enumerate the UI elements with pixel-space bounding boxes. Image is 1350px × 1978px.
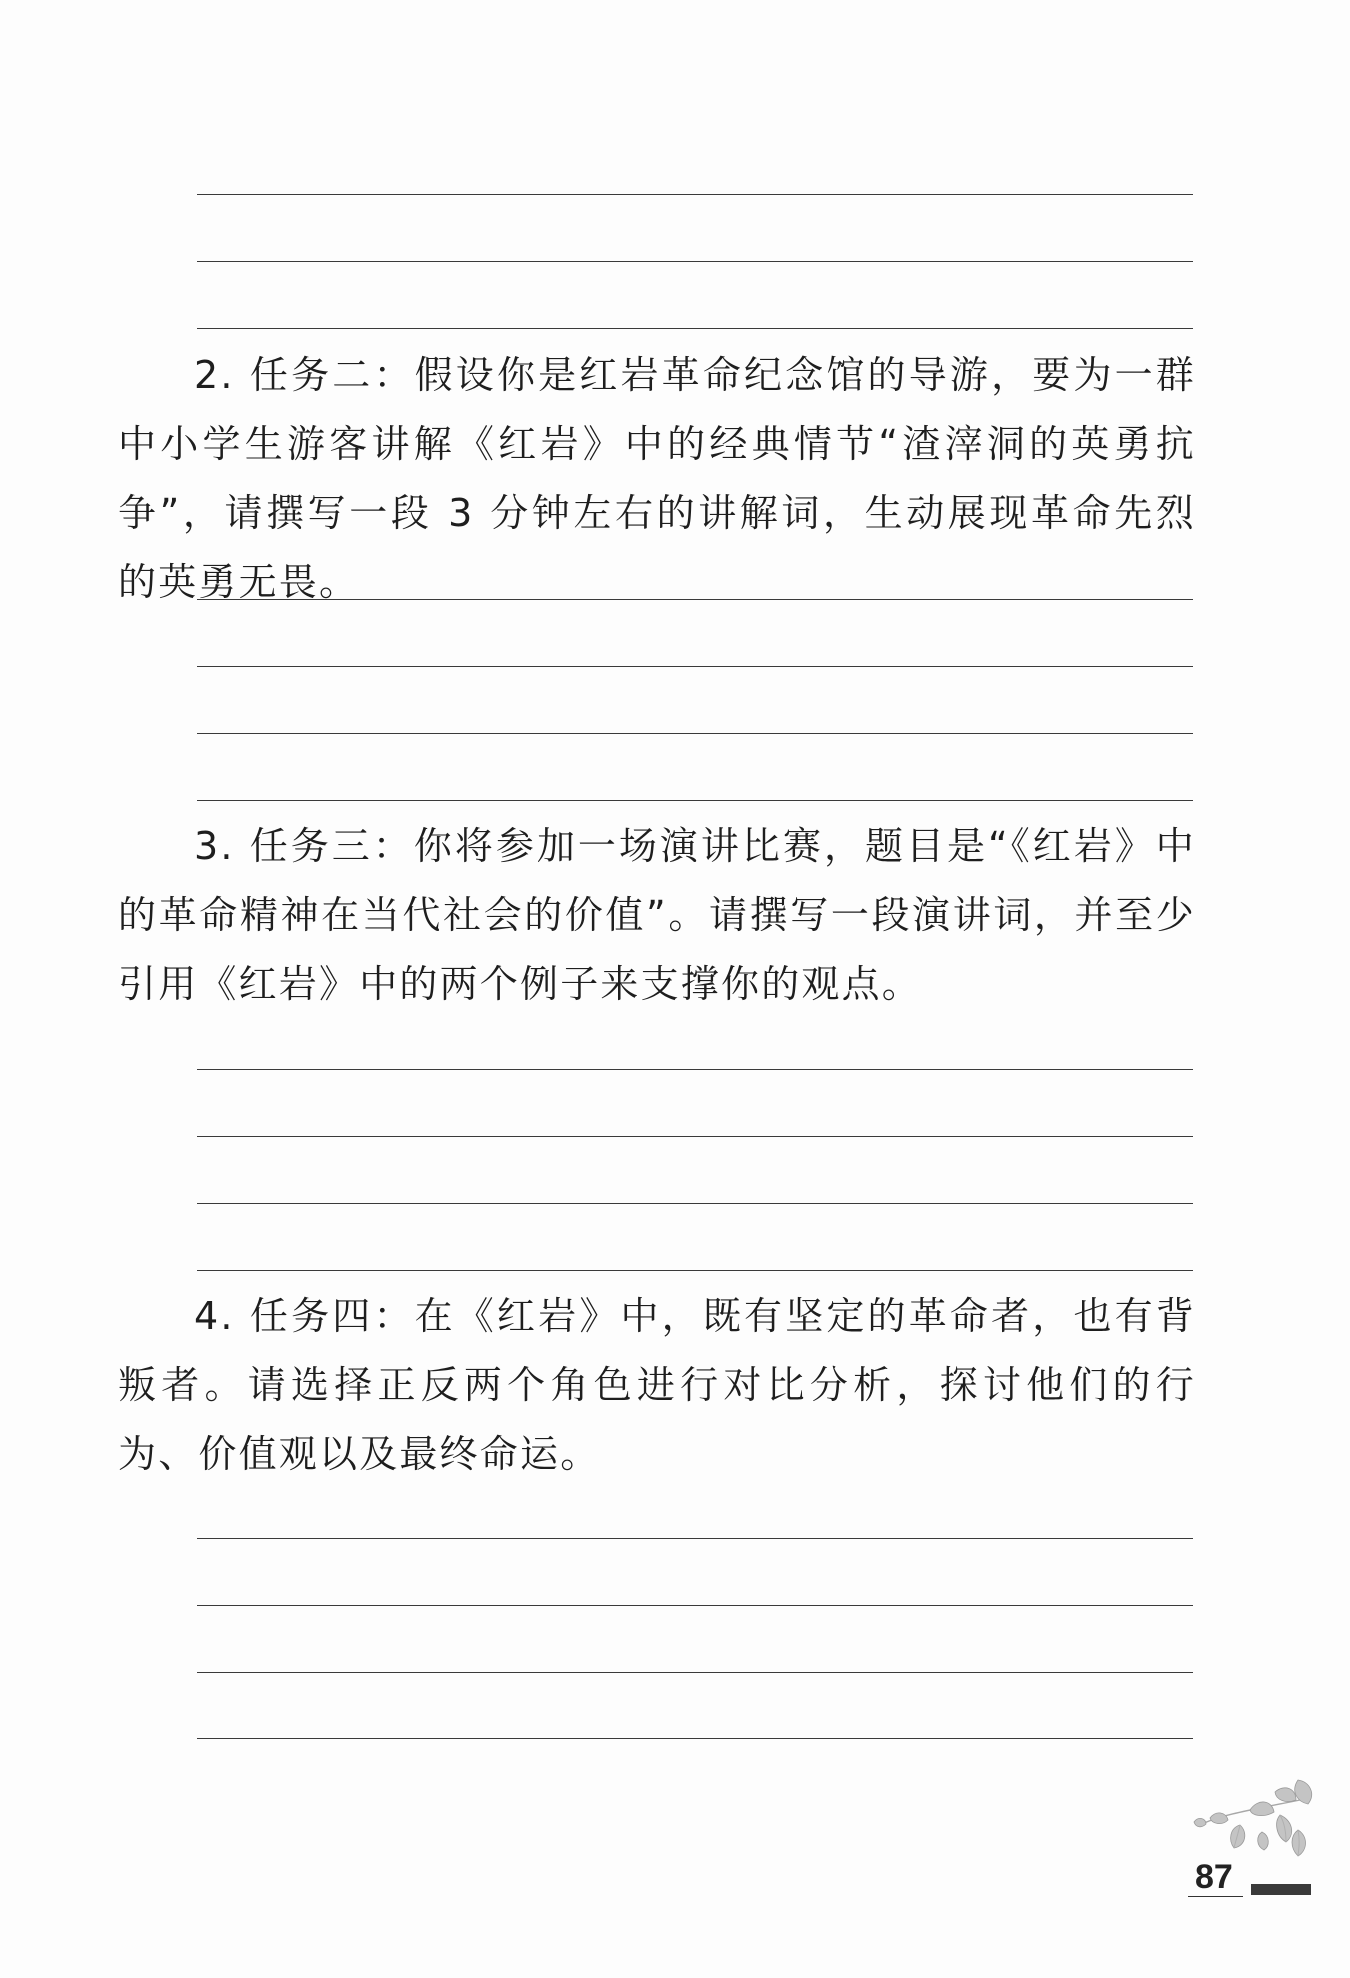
task-3-prompt: 3. 任务三：你将参加一场演讲比赛，题目是“《红岩》中的革命精神在当代社会的价值”。请撰写一段演讲词，并至少引用《红岩》中的两个例子来支撑你的观点。: [118, 824, 1196, 1006]
answer-line[interactable]: [197, 1672, 1193, 1673]
page-number-underline: [1188, 1896, 1243, 1897]
task-4-prompt: 4. 任务四：在《红岩》中，既有坚定的革命者，也有背叛者。请选择正反两个角色进行对比分析，探讨他们的行为、价值观以及最终命运。: [118, 1294, 1196, 1476]
answer-line[interactable]: [197, 1538, 1193, 1539]
answer-line[interactable]: [197, 1069, 1193, 1070]
task-2-prompt: 2. 任务二：假设你是红岩革命纪念馆的导游，要为一群中小学生游客讲解《红岩》中的经典情节“渣滓洞的英勇抗争”，请撰写一段 3 分钟左右的讲解词，生动展现革命先烈的英勇无畏。: [118, 353, 1196, 604]
leaf-branch-icon: [1180, 1770, 1320, 1870]
page-edge-tab: [1251, 1884, 1311, 1895]
answer-line[interactable]: [197, 1605, 1193, 1606]
answer-line[interactable]: [197, 194, 1193, 195]
answer-line[interactable]: [197, 1270, 1193, 1271]
answer-line[interactable]: [197, 1738, 1193, 1739]
answer-line[interactable]: [197, 800, 1193, 801]
answer-line[interactable]: [197, 1136, 1193, 1137]
answer-line[interactable]: [197, 261, 1193, 262]
answer-line[interactable]: [197, 599, 1193, 600]
answer-line[interactable]: [197, 1203, 1193, 1204]
page-number: 87: [1195, 1858, 1233, 1896]
answer-line[interactable]: [197, 328, 1193, 329]
answer-line[interactable]: [197, 666, 1193, 667]
answer-line[interactable]: [197, 733, 1193, 734]
